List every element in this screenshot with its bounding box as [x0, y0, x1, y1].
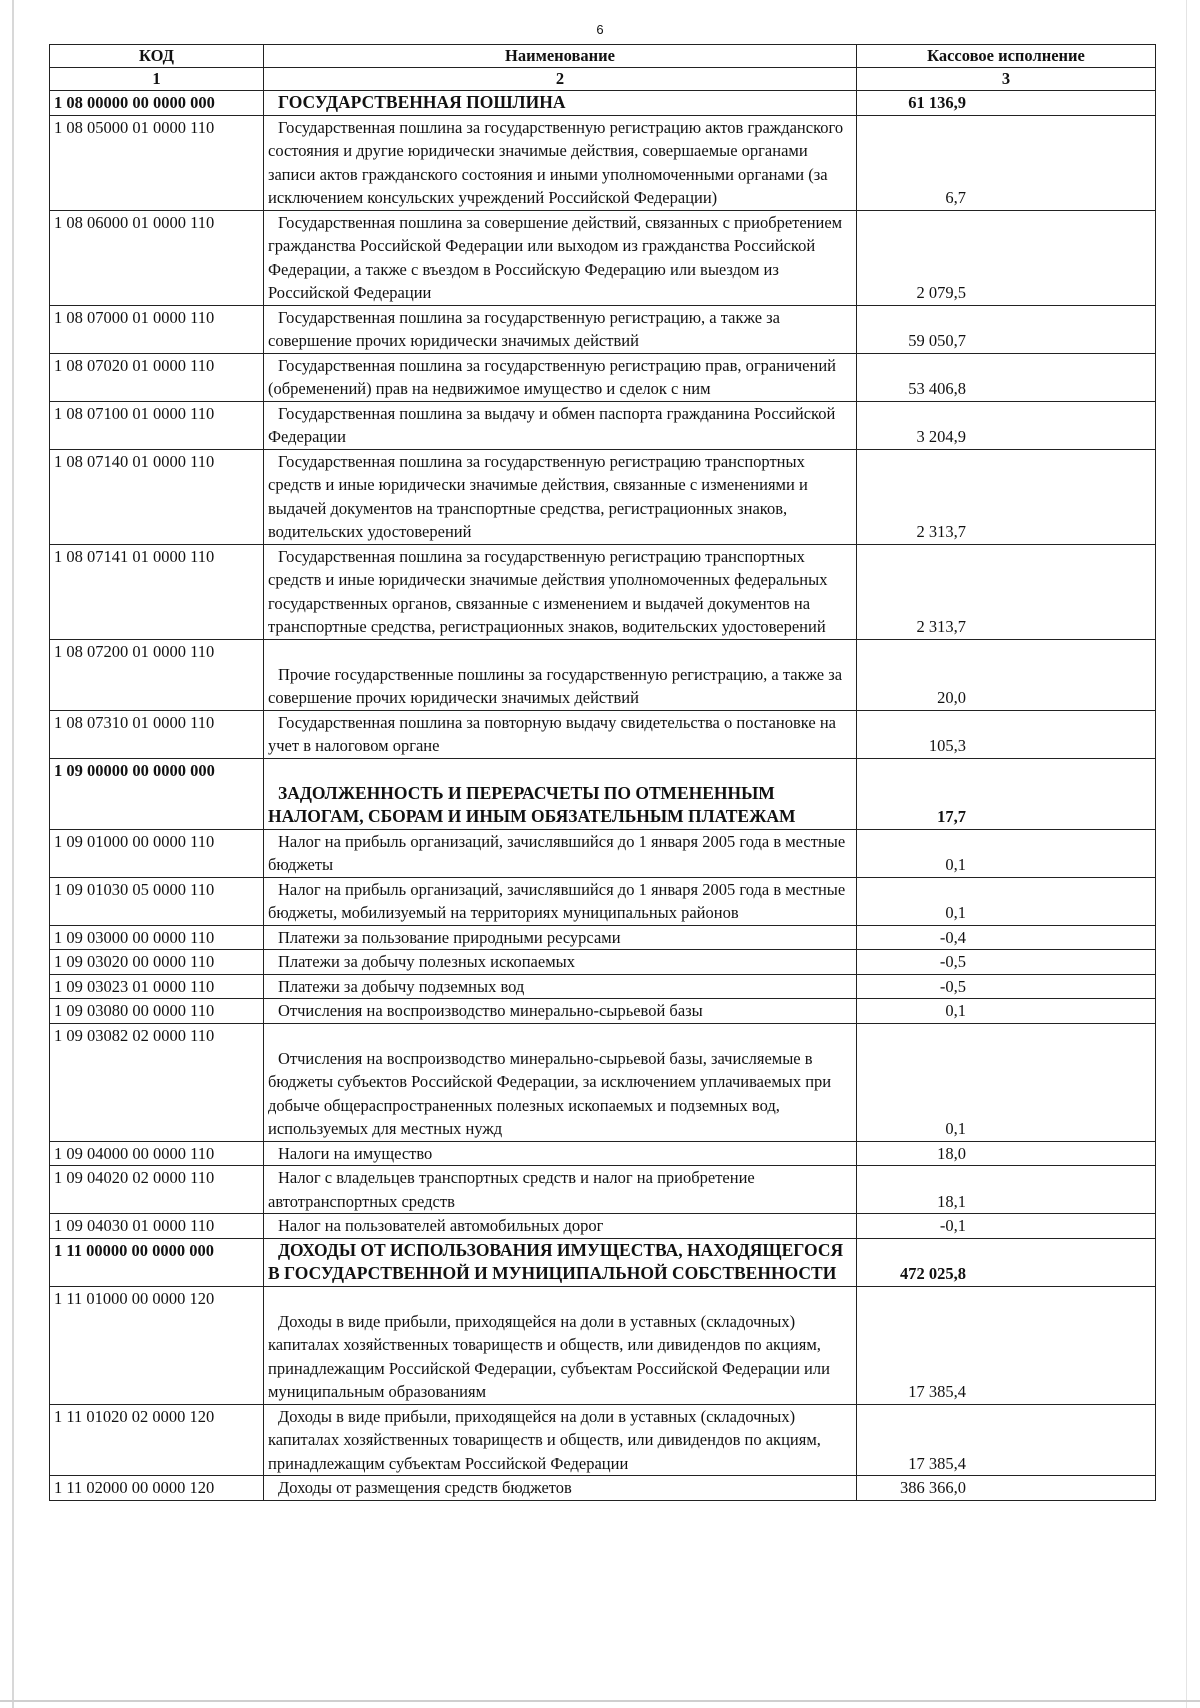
- row-code: 1 08 05000 01 0000 110: [50, 115, 264, 210]
- column-number-row: [50, 68, 1156, 91]
- row-name: Государственная пошлина за государственную регистрацию прав, ограничений (обременений) прав на недвижимое имущество и сделок с ним: [264, 353, 857, 401]
- row-value: -0,1: [857, 1214, 1156, 1239]
- row-name: Налоги на имущество: [264, 1141, 857, 1166]
- table-row: [50, 91, 1156, 116]
- row-name: Доходы от размещения средств бюджетов: [264, 1476, 857, 1501]
- row-code: 1 09 03023 01 0000 110: [50, 974, 264, 999]
- row-value: -0,4: [857, 925, 1156, 950]
- scan-edge-right: [1186, 0, 1187, 1708]
- row-value: 20,0: [857, 639, 1156, 710]
- table-row: [50, 1404, 1156, 1476]
- column-number: 3: [857, 68, 1156, 91]
- row-value: 386 366,0: [857, 1476, 1156, 1501]
- table-row: [50, 877, 1156, 925]
- row-code: 1 11 01020 02 0000 120: [50, 1404, 264, 1476]
- table-row: [50, 829, 1156, 877]
- row-name: Прочие государственные пошлины за государственную регистрацию, а также за совершение прочих юридически значимых действий: [264, 639, 857, 710]
- row-name: Государственная пошлина за государственную регистрацию, а также за совершение прочих юридически значимых действий: [264, 305, 857, 353]
- row-value: -0,5: [857, 974, 1156, 999]
- header-code: КОД: [50, 45, 264, 68]
- row-name: Платежи за добычу подземных вод: [264, 974, 857, 999]
- row-value: 53 406,8: [857, 353, 1156, 401]
- row-name: Платежи за пользование природными ресурсами: [264, 925, 857, 950]
- table-row: [50, 1238, 1156, 1286]
- row-name: Государственная пошлина за государственную регистрацию актов гражданского состояния и другие юридически значимые действия, совершаемые органами записи актов гражданского состояния и иными уполномоченными органами (за исключением консульских учреждений Российской Федерации): [264, 115, 857, 210]
- row-name: Государственная пошлина за совершение действий, связанных с приобретением гражданства Российской Федерации или выходом из гражданства Российской Федерации, а также с въездом в Российскую Федерацию или выездом из Российской Федерации: [264, 210, 857, 305]
- table-row: [50, 305, 1156, 353]
- row-name: Отчисления на воспроизводство минерально-сырьевой базы: [264, 999, 857, 1024]
- table-row: [50, 544, 1156, 639]
- row-value: 3 204,9: [857, 401, 1156, 449]
- row-name: Налог на прибыль организаций, зачислявшийся до 1 января 2005 года в местные бюджеты, мобилизуемый на территориях муниципальных районов: [264, 877, 857, 925]
- row-value: 6,7: [857, 115, 1156, 210]
- table-row: [50, 758, 1156, 829]
- scan-edge-left: [12, 0, 14, 1708]
- table-row: [50, 401, 1156, 449]
- table-row: [50, 1023, 1156, 1141]
- row-name: Государственная пошлина за государственную регистрацию транспортных средств и иные юридически значимые действия уполномоченных федеральных государственных органов, связанные с изменением и выдачей документов на транспортные средства, регистрационных знаков, водительских удостоверений: [264, 544, 857, 639]
- row-code: 1 09 01000 00 0000 110: [50, 829, 264, 877]
- row-name: Доходы в виде прибыли, приходящейся на доли в уставных (складочных) капиталах хозяйственных товариществ и обществ, или дивидендов по акциям, принадлежащим субъектам Российской Федерации: [264, 1404, 857, 1476]
- table-row: [50, 925, 1156, 950]
- header-amount: Кассовое исполнение: [857, 45, 1156, 68]
- row-name: Государственная пошлина за государственную регистрацию транспортных средств и иные юридически значимые действия, связанные с изменениями и выдачей документов на транспортные средства, регистрационных знаков, водительских удостоверений: [264, 449, 857, 544]
- row-value: 0,1: [857, 877, 1156, 925]
- row-code: 1 09 04030 01 0000 110: [50, 1214, 264, 1239]
- row-name: Доходы в виде прибыли, приходящейся на доли в уставных (складочных) капиталах хозяйственных товариществ и обществ, или дивидендов по акциям, принадлежащим Российской Федерации, субъектам Российской Федерации или муниципальным образованиям: [264, 1286, 857, 1404]
- table-row: [50, 974, 1156, 999]
- row-code: 1 11 00000 00 0000 000: [50, 1238, 264, 1286]
- row-value: 0,1: [857, 1023, 1156, 1141]
- table-row: [50, 1141, 1156, 1166]
- row-code: 1 08 07000 01 0000 110: [50, 305, 264, 353]
- row-name: Отчисления на воспроизводство минерально-сырьевой базы, зачисляемые в бюджеты субъектов Российской Федерации, за исключением уплачиваемых при добыче общераспространенных полезных ископаемых и подземных вод, используемых для местных нужд: [264, 1023, 857, 1141]
- row-code: 1 08 07020 01 0000 110: [50, 353, 264, 401]
- row-name: Платежи за добычу полезных ископаемых: [264, 950, 857, 975]
- row-value: 18,1: [857, 1166, 1156, 1214]
- row-name: ЗАДОЛЖЕННОСТЬ И ПЕРЕРАСЧЕТЫ ПО ОТМЕНЕННЫМ НАЛОГАМ, СБОРАМ И ИНЫМ ОБЯЗАТЕЛЬНЫМ ПЛАТЕЖАМ: [264, 758, 857, 829]
- row-name: ГОСУДАРСТВЕННАЯ ПОШЛИНА: [264, 91, 857, 116]
- row-code: 1 09 03020 00 0000 110: [50, 950, 264, 975]
- table-row: [50, 1214, 1156, 1239]
- row-value: 18,0: [857, 1141, 1156, 1166]
- row-code: 1 11 02000 00 0000 120: [50, 1476, 264, 1501]
- revenue-table: [49, 44, 1156, 1501]
- row-value: 17,7: [857, 758, 1156, 829]
- row-value: 59 050,7: [857, 305, 1156, 353]
- row-value: 17 385,4: [857, 1404, 1156, 1476]
- row-code: 1 09 01030 05 0000 110: [50, 877, 264, 925]
- row-name: Государственная пошлина за повторную выдачу свидетельства о постановке на учет в налоговом органе: [264, 710, 857, 758]
- table-row: [50, 449, 1156, 544]
- page-number: 6: [596, 22, 604, 37]
- header-row: [50, 45, 1156, 68]
- header-name: Наименование: [264, 45, 857, 68]
- table-row: [50, 115, 1156, 210]
- row-code: 1 08 00000 00 0000 000: [50, 91, 264, 116]
- table-row: [50, 639, 1156, 710]
- row-code: 1 09 04020 02 0000 110: [50, 1166, 264, 1214]
- row-value: 472 025,8: [857, 1238, 1156, 1286]
- row-value: 0,1: [857, 829, 1156, 877]
- row-value: -0,5: [857, 950, 1156, 975]
- table-row: [50, 1286, 1156, 1404]
- row-name: Налог на пользователей автомобильных дорог: [264, 1214, 857, 1239]
- row-code: 1 11 01000 00 0000 120: [50, 1286, 264, 1404]
- row-value: 2 313,7: [857, 449, 1156, 544]
- row-code: 1 08 07200 01 0000 110: [50, 639, 264, 710]
- row-code: 1 09 00000 00 0000 000: [50, 758, 264, 829]
- table-row: [50, 353, 1156, 401]
- row-code: 1 09 04000 00 0000 110: [50, 1141, 264, 1166]
- row-code: 1 08 06000 01 0000 110: [50, 210, 264, 305]
- row-code: 1 09 03000 00 0000 110: [50, 925, 264, 950]
- row-code: 1 08 07140 01 0000 110: [50, 449, 264, 544]
- table-row: [50, 1166, 1156, 1214]
- row-value: 2 313,7: [857, 544, 1156, 639]
- row-name: Налог с владельцев транспортных средств и налог на приобретение автотранспортных средств: [264, 1166, 857, 1214]
- row-value: 105,3: [857, 710, 1156, 758]
- row-name: Государственная пошлина за выдачу и обмен паспорта гражданина Российской Федерации: [264, 401, 857, 449]
- row-code: 1 08 07310 01 0000 110: [50, 710, 264, 758]
- row-value: 0,1: [857, 999, 1156, 1024]
- table-row: [50, 950, 1156, 975]
- row-name: ДОХОДЫ ОТ ИСПОЛЬЗОВАНИЯ ИМУЩЕСТВА, НАХОДЯЩЕГОСЯ В ГОСУДАРСТВЕННОЙ И МУНИЦИПАЛЬНОЙ СОБСТВЕННОСТИ: [264, 1238, 857, 1286]
- table-row: [50, 210, 1156, 305]
- scan-edge-bottom: [0, 1700, 1200, 1702]
- column-number: 1: [50, 68, 264, 91]
- row-value: 2 079,5: [857, 210, 1156, 305]
- row-value: 17 385,4: [857, 1286, 1156, 1404]
- row-value: 61 136,9: [857, 91, 1156, 116]
- column-number: 2: [264, 68, 857, 91]
- row-code: 1 08 07100 01 0000 110: [50, 401, 264, 449]
- row-code: 1 09 03082 02 0000 110: [50, 1023, 264, 1141]
- table-row: [50, 710, 1156, 758]
- table-row: [50, 999, 1156, 1024]
- row-name: Налог на прибыль организаций, зачислявшийся до 1 января 2005 года в местные бюджеты: [264, 829, 857, 877]
- row-code: 1 09 03080 00 0000 110: [50, 999, 264, 1024]
- table-row: [50, 1476, 1156, 1501]
- row-code: 1 08 07141 01 0000 110: [50, 544, 264, 639]
